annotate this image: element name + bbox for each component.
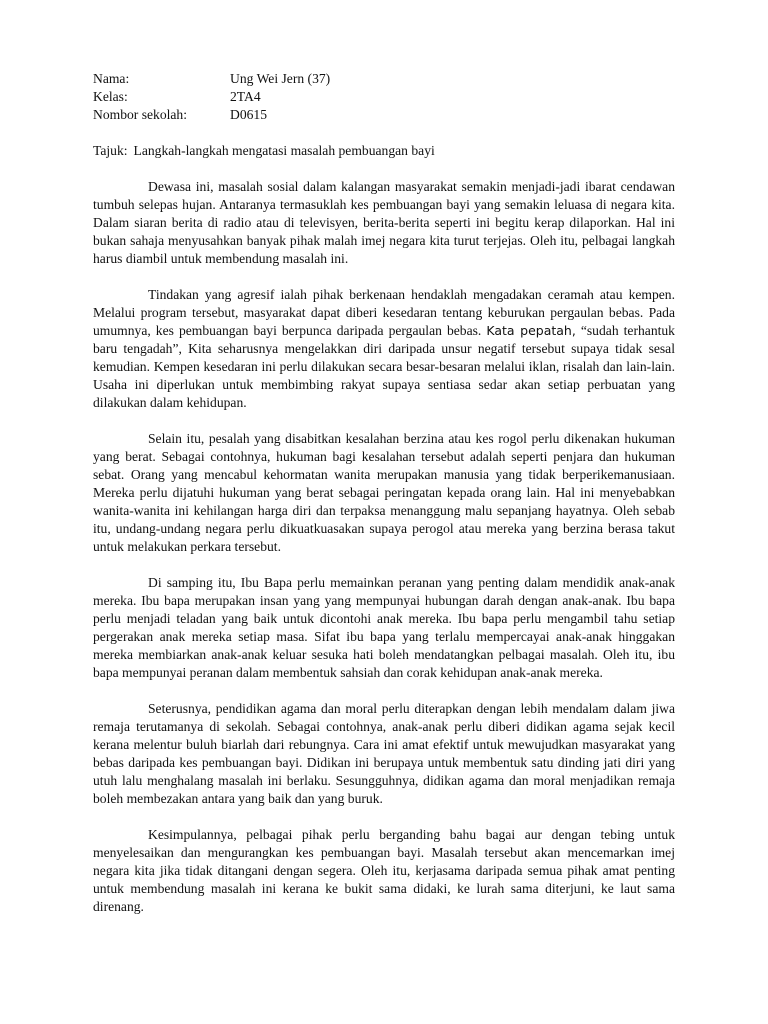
student-info xyxy=(93,70,675,124)
paragraph-kempen xyxy=(93,286,675,412)
paragraph-hukuman: Selain itu, pesalah yang disabitkan kesalahan berzina atau kes rogol perlu dikenakan hukuman yang berat. Sebagai contohnya, hukuman bagi kesalahan tersebut adalah seperti penjara dan hukuman sebat. Orang yang mencabul kehormatan wanita merupakan manusia yang tidak berperikemanusiaan. Mereka perlu dijatuhi hukuman yang berat sebagai peringatan kepada orang lain. Hal ini menyebabkan wanita-wanita ini kehilangan harga diri dan terpaksa menanggung malu sepanjang hayatnya. Oleh sebab itu, undang-undang negara perlu dikuatkuasakan supaya perogol atau mereka yang berzina berasa takut untuk melakukan perkara tersebut. xyxy=(93,431,675,554)
nama-label: Nama: xyxy=(93,71,130,86)
essay-title xyxy=(93,142,675,160)
title-label: Tajuk: xyxy=(93,143,128,158)
nama-value: Ung Wei Jern (37) xyxy=(230,71,331,86)
nombor-sekolah-value: D0615 xyxy=(230,107,268,122)
paragraph-introduction: Dewasa ini, masalah sosial dalam kalangan masyarakat semakin menjadi-jadi ibarat cendawan tumbuh selepas hujan. Antaranya termasuklah kes pembuangan bayi yang semakin leluasa di negara kita. Dalam siaran berita di radio atau di televisyen, berita-berita seperti ini begitu kerap dilaporkan. Hal ini bukan sahaja menyusahkan banyak pihak malah imej negara kita turut terjejas. Oleh itu, pelbagai langkah harus diambil untuk membendung masalah ini. xyxy=(93,179,675,266)
paragraph-kempen-part2: “sudah terhantuk baru tengadah”, Kita seharusnya mengelakkan diri daripada unsur negatif tersebut supaya tidak sesal kemudian. Kempen kesedaran ini perlu dilakukan secara besar-besaran melalui iklan, risalah dan lain-lain. Usaha ini diperlukan untuk membimbing rakyat supaya sentiasa sedar akan setiap perbuatan yang dilakukan dalam kehidupan. xyxy=(93,323,675,410)
paragraph-kesimpulan: Kesimpulannya, pelbagai pihak perlu berganding bahu bagai aur dengan tebing untuk menyelesaikan dan mengurangkan kes pembuangan bayi. Masalah tersebut akan mencemarkan imej negara kita jika tidak ditangani dengan segera. Oleh itu, kerjasama daripada semua pihak amat penting untuk membendung masalah ini kerana ke bukit sama didaki, ke lurah sama diterjuni, ke laut sama direnang. xyxy=(93,827,675,914)
kata-pepatah-text: Kata pepatah, xyxy=(486,323,576,338)
nombor-sekolah-label: Nombor sekolah: xyxy=(93,107,188,122)
kelas-value: 2TA4 xyxy=(230,89,261,104)
paragraph-pendidikan-agama: Seterusnya, pendidikan agama dan moral perlu diterapkan dengan lebih mendalam dalam jiwa remaja terutamanya di sekolah. Sebagai contohnya, anak-anak perlu diberi didikan agama sejak kecil kerana melentur buluh biarlah dari rebungnya. Cara ini amat efektif untuk mewujudkan masyarakat yang bebas daripada kes pembuangan bayi. Didikan ini berupaya untuk membentuk satu dinding jati diri yang utuh lalu menghalang masalah ini berlaku. Sesungguhnya, didikan agama dan moral menjadikan remaja boleh membezakan antara yang baik dan yang buruk. xyxy=(93,701,675,806)
paragraph-ibu-bapa: Di samping itu, Ibu Bapa perlu memainkan peranan yang penting dalam mendidik anak-anak mereka. Ibu bapa merupakan insan yang yang mempunyai hubungan darah dengan anak-anak. Ibu bapa perlu menjadi teladan yang baik untuk dicontohi anak mereka. Ibu bapa perlu mengambil tahu setiap pergerakan anak mereka setiap masa. Sifat ibu bapa yang terlalu mempercayai anak-anak hinggakan mereka membiarkan anak-anak keluar sesuka hati boleh mendatangkan pelbagai masalah. Oleh itu, ibu bapa mempunyai peranan dalam membentuk sahsiah dan corak kehidupan anak-anak mereka. xyxy=(93,575,675,680)
title-text: Langkah-langkah mengatasi masalah pembuangan bayi xyxy=(133,143,435,158)
paragraph-kempen-part1: Tindakan yang agresif ialah pihak berkenaan hendaklah mengadakan ceramah atau kempen. Melalui program tersebut, masyarakat dapat diberi kesedaran tentang keburukan pergaulan bebas. Pada umumnya, kes pembuangan bayi berpunca daripada pergaulan bebas. xyxy=(93,287,675,338)
kelas-label: Kelas: xyxy=(93,89,128,104)
